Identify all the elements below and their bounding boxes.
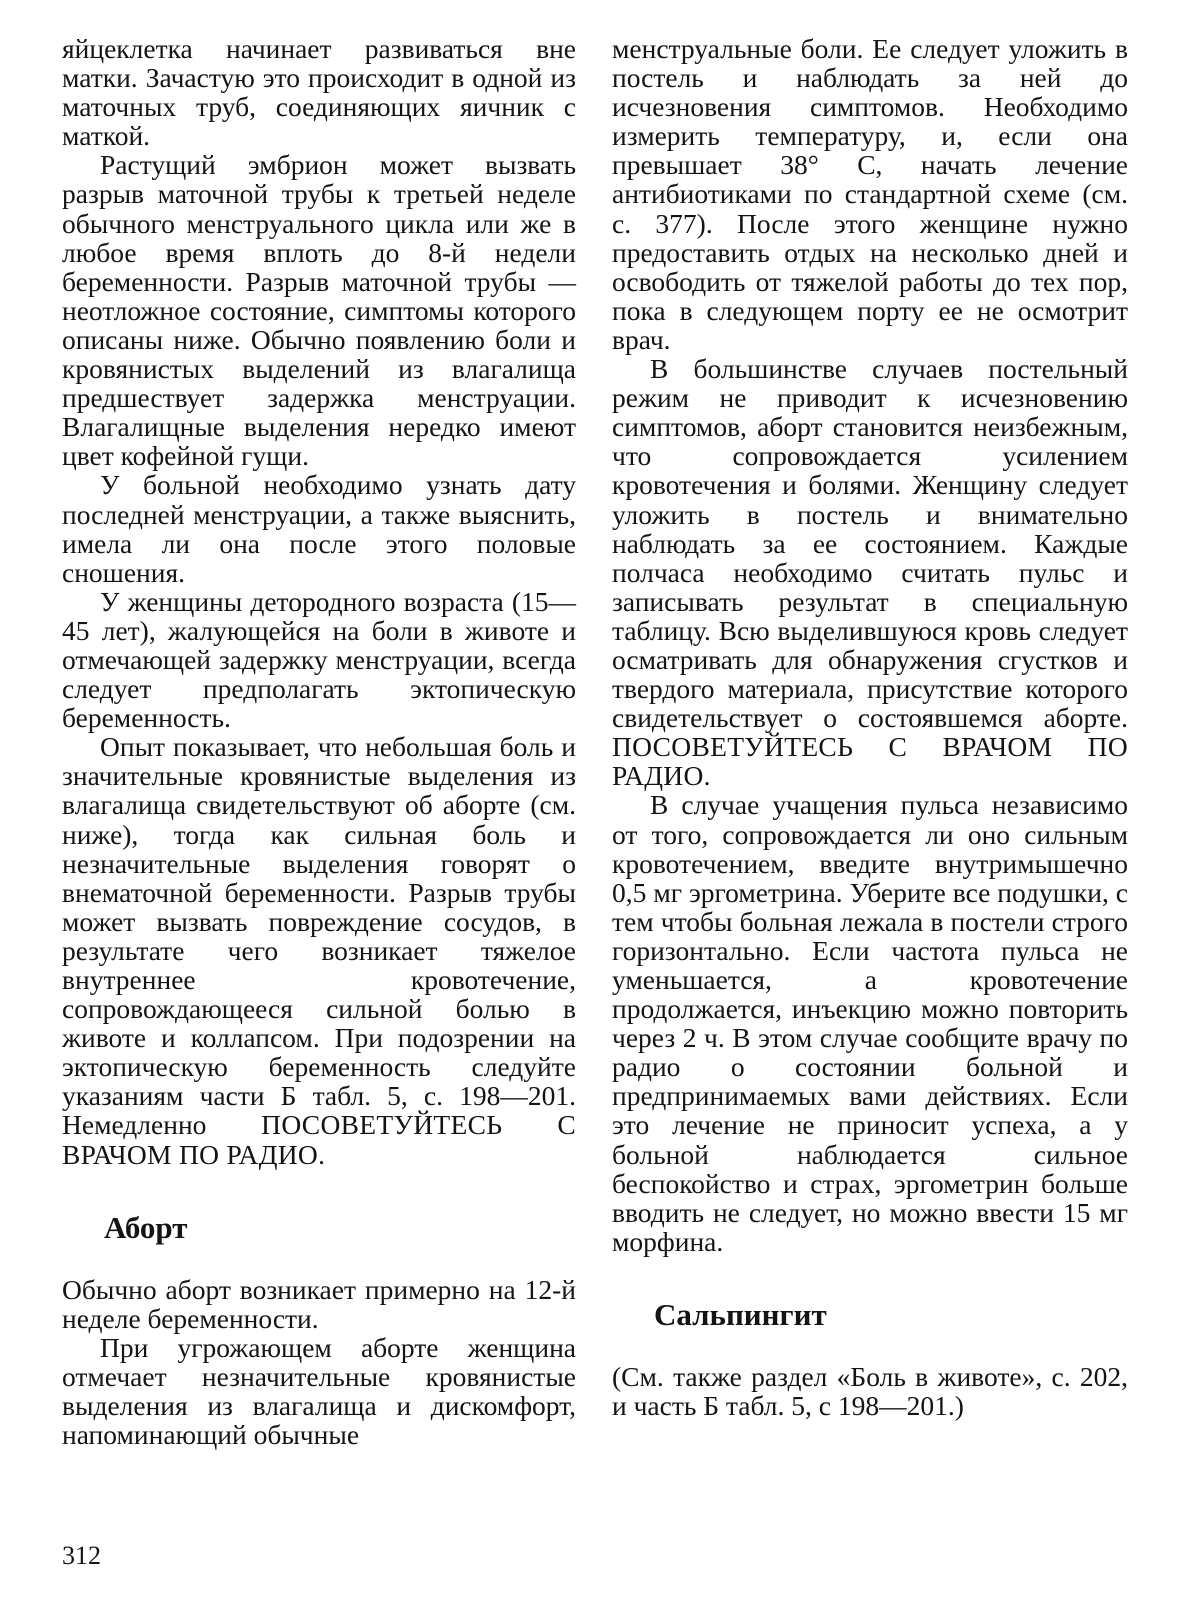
- paragraph: [62, 732, 576, 1168]
- paragraph: [612, 354, 1128, 790]
- paragraph: При угрожающем аборте женщина отмечает незначительные кровянистые выделения из влагалища и дискомфорт, напоминающий обычные: [62, 1331, 576, 1451]
- paragraph: Обычно аборт возникает примерно на 12-й неделе беременности.: [62, 1273, 576, 1334]
- paragraph: Растущий эмбрион может вызвать разрыв маточной трубы к третьей неделе обычного менструального цикла или же в любое время вплоть до 8-й недели беременности. Разрыв маточной трубы — неотложное состояние, симптомы которого описаны ниже. Обычно появлению боли и кровянистых выделений из влагалища предшествует задержка менструации. Влагалищные выделения нередко имеют цвет кофейной гущи.: [62, 149, 576, 472]
- radio-consult-notice: ПОСОВЕТУЙТЕСЬ С ВРАЧОМ ПО РАДИО.: [62, 1109, 576, 1170]
- left-column: [62, 34, 576, 1449]
- section-heading-abort: Аборт: [104, 1209, 188, 1245]
- paragraph: В случае учащения пульса независимо от того, сопровождается ли оно сильным кровотечением, введите внутримышечно 0,5 мг эргометрина. Уберите все подушки, с тем чтобы больная лежала в постели строго горизонтально. Если частота пульса не уменьшается, а кровотечение продолжается, инъекцию можно повторить через 2 ч. В этом случае сообщите врачу по радио о состоянии больной и предпринимаемых вами действиях. Если это лечение не приносит успеха, а у больной наблюдается сильное беспокойство и страх, эргометрин больше вводить не следует, но можно ввести 15 мг морфина.: [612, 789, 1128, 1257]
- page-number: 312: [62, 1541, 101, 1570]
- paragraph: (См. также раздел «Боль в животе», с. 202, и часть Б табл. 5, с 198—201.): [612, 1360, 1128, 1422]
- paragraph: менструальные боли. Ее следует уложить в постель и наблюдать за ней до исчезновения симптомов. Необходимо измерить температуру, и, если она превышает 38° С, начать лечение антибиотиками по стандартной схеме (см. с. 377). После этого женщине нужно предоставить отдых на несколько дней и освободить от тяжелой работы до тех пор, пока в следующем порту ее не осмотрит врач.: [612, 33, 1128, 355]
- section-heading-salpingitis: Сальпингит: [654, 1296, 827, 1332]
- radio-consult-notice: ПОСОВЕТУЙТЕСЬ С ВРАЧОМ ПО РАДИО.: [612, 731, 1128, 792]
- paragraph: яйцеклетка начинает развиваться вне матки. Зачастую это происходит в одной из маточных труб, соединяющих яичник с маткой.: [62, 33, 576, 152]
- paragraph: У больной необходимо узнать дату последней менструации, а также выяснить, имела ли она после этого половые сношения.: [62, 469, 576, 588]
- paragraph-text: В большинстве случаев постельный режим не приводит к исчезновению симптомов, аборт становится неизбежным, что сопровождается усилением кровотечения и болями. Женщину следует уложить в постель и внимательно наблюдать за ее состоянием. Каждые полчаса необходимо считать пульс и записывать результат в специальную таблицу. Всю выделившуюся кровь следует осматривать для обнаружения сгустков и твердого материала, присутствие которого свидетельствует о состоявшемся аборте.: [612, 353, 1128, 734]
- paragraph-text: Опыт показывает, что небольшая боль и значительные кровянистые выделения из влагалища свидетельствуют об аборте (см. ниже), тогда как сильная боль и незначительные выделения говорят о внематочной беременности. Разрыв трубы может вызвать повреждение сосудов, в результате чего возникает тяжелое внутреннее кровотечение, сопровождающееся сильной болью в животе и коллапсом. При подозрении на эктопическую беременность следуйте указаниям части Б табл. 5, с. 198—201. Немедленно: [62, 731, 576, 1141]
- paragraph: У женщины детородного возраста (15—45 лет), жалующейся на боли в животе и отмечающей задержку менструации, всегда следует предполагать эктопическую беременность.: [62, 585, 576, 734]
- right-column: [612, 34, 1128, 1420]
